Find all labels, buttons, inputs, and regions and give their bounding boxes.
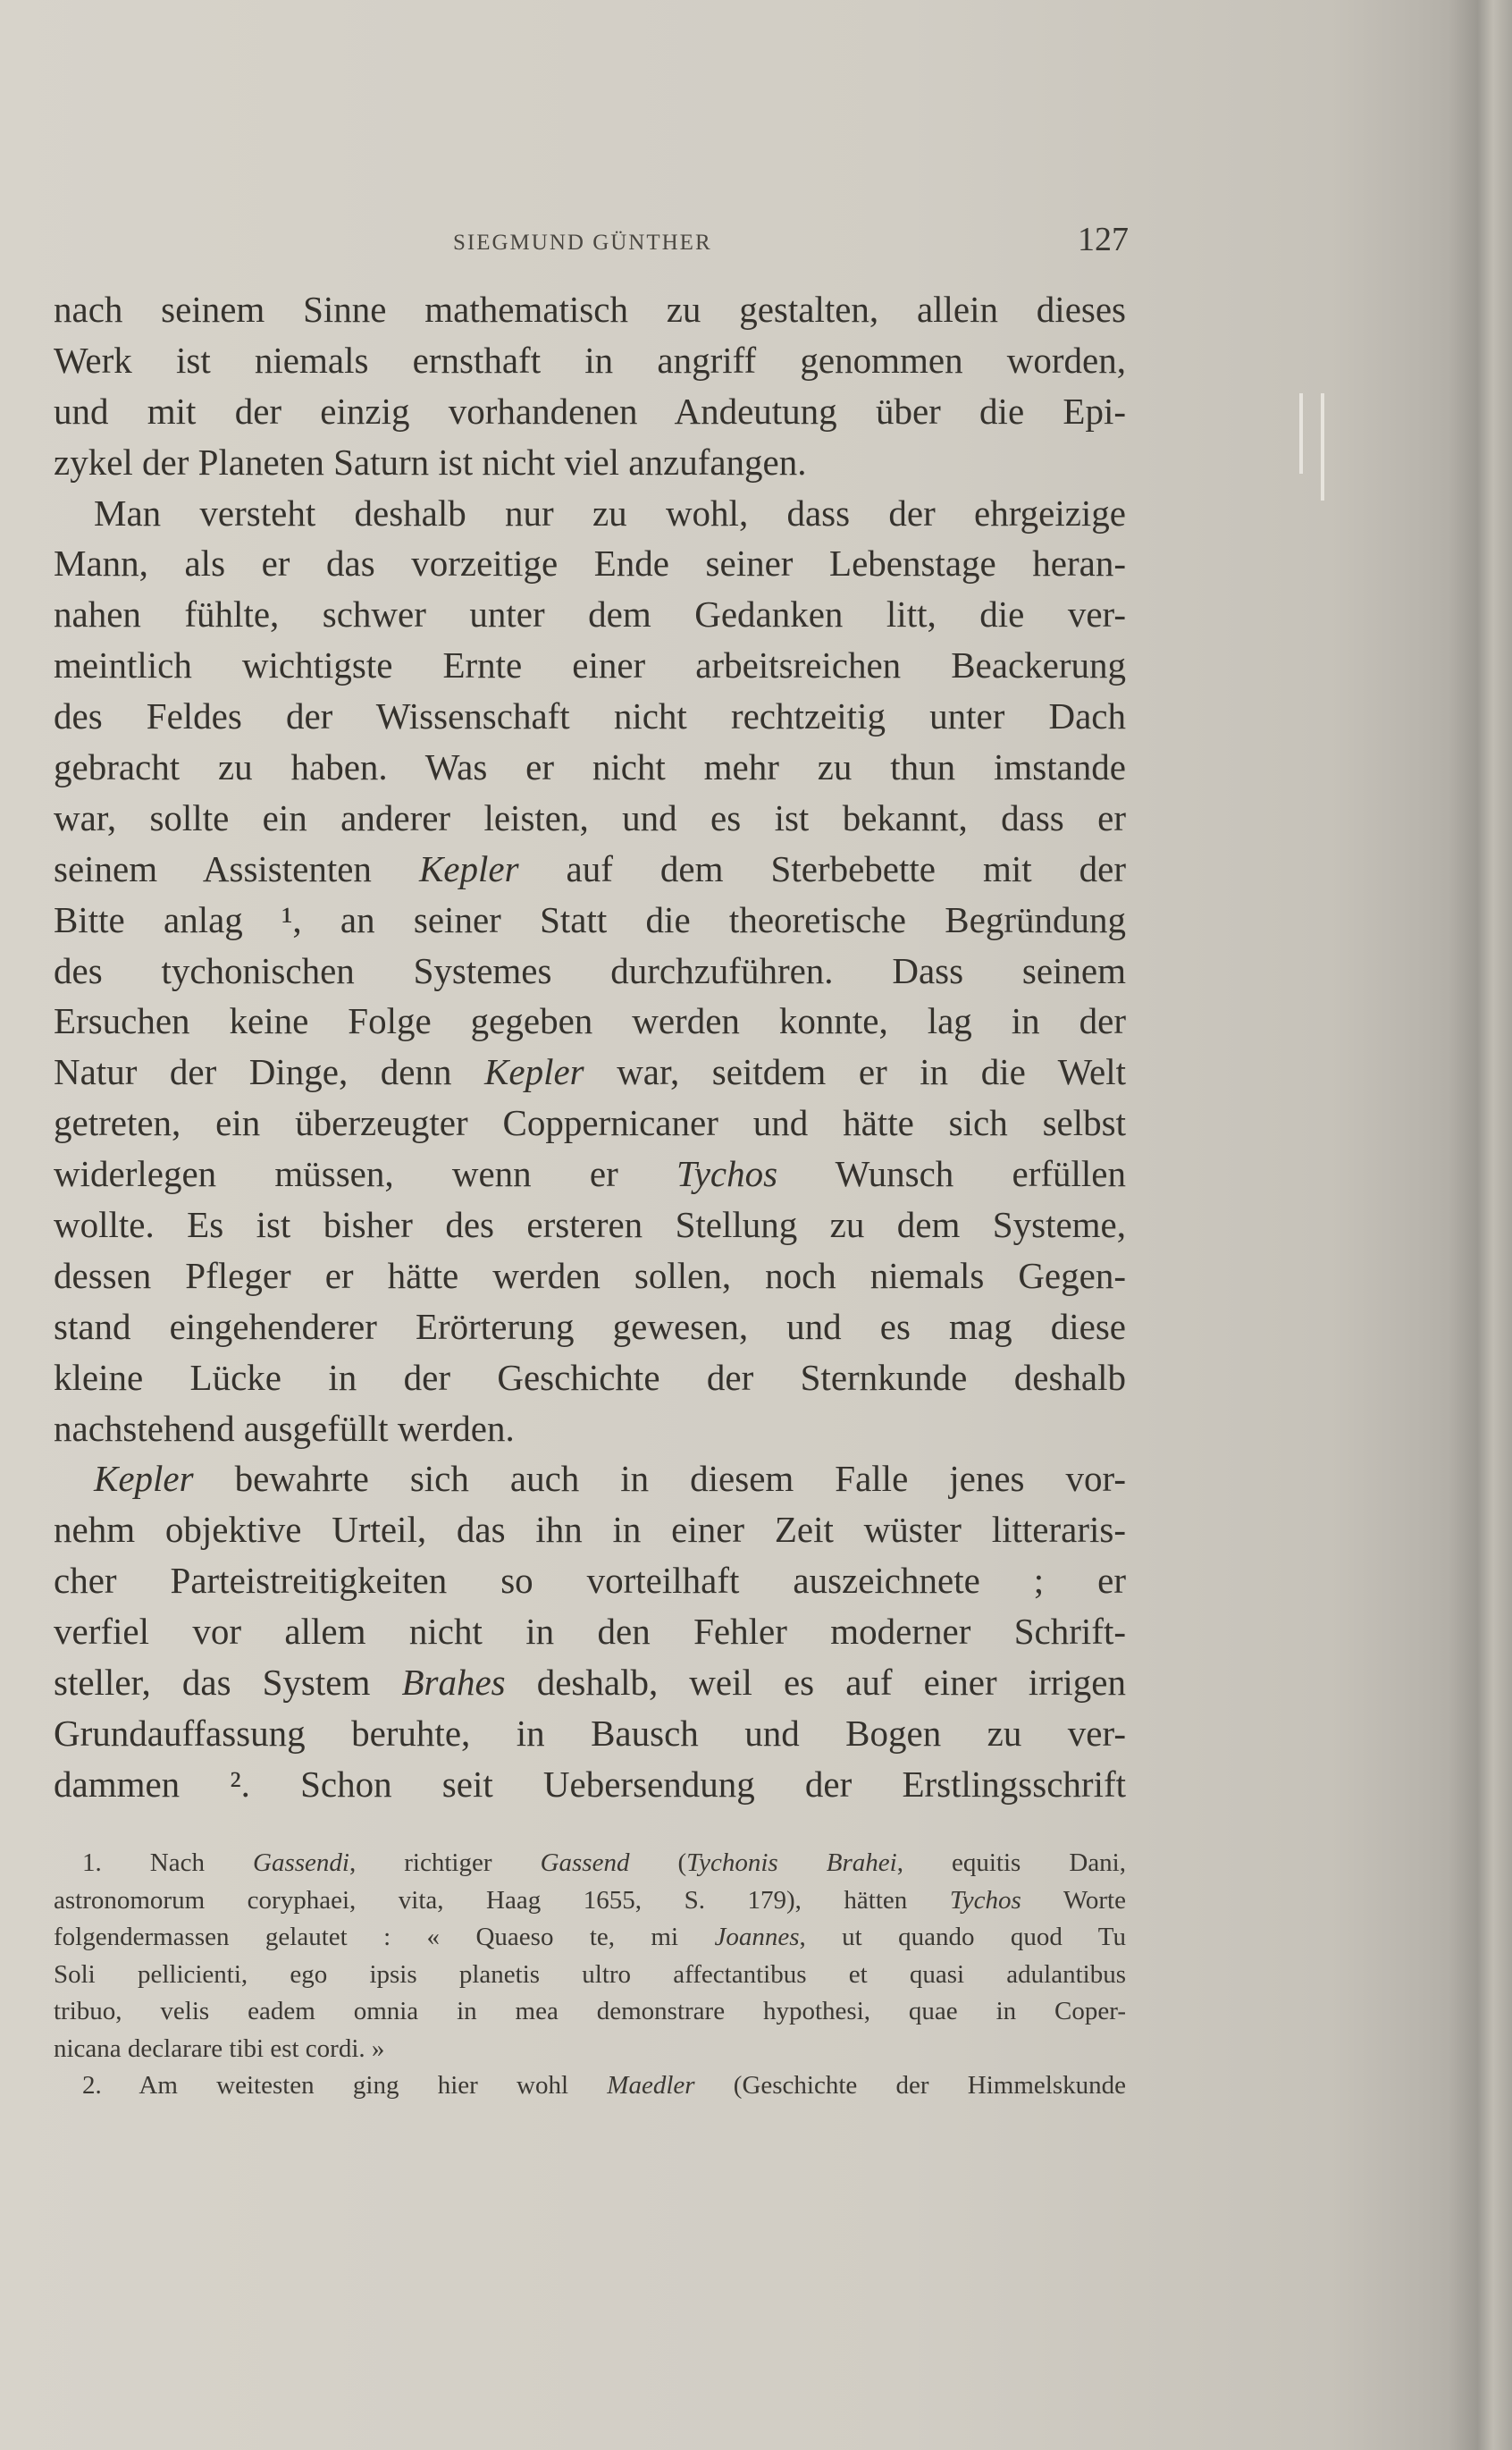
footnote-line: nicana declarare tibi est cordi. » [54,2033,385,2063]
text-line: des tychonischen Systemes durchzuführen. Dass seinem [54,949,1126,991]
italic-name: Kepler [94,1458,194,1500]
footnote-line: 1. Nach Gassendi, richtiger Gassend (Tychonis Brahei, equitis Dani, [82,1848,1126,1877]
text-line: nachstehend ausgefüllt werden. [54,1407,515,1449]
italic-name: Gassendi [253,1848,349,1877]
text-line: Man versteht deshalb nur zu wohl, dass der ehrgeizige [94,492,1126,534]
text-line: nahen fühlte, schwer unter dem Gedanken litt, die ver- [54,594,1126,636]
footnote-line: folgendermassen gelautet : « Quaeso te, mi Joannes, ut quando quod Tu [54,1923,1126,1951]
scan-mark [1299,393,1303,474]
text-line: stand eingehenderer Erörterung gewesen, und es mag diese [54,1305,1126,1347]
footnotes [54,1845,1126,2105]
text-line: wollte. Es ist bisher des ersteren Stellung zu dem Systeme, [54,1204,1126,1246]
body-text [54,284,1126,1810]
footnote-line: tribuo, velis eadem omnia in mea demonstrare hypothesi, quae in Coper- [54,1997,1126,2025]
footnote-line: Soli pellicienti, ego ipsis planetis ultro affectantibus et quasi adulantibus [54,1959,1126,1989]
text-line: Kepler bewahrte sich auch in diesem Falle jenes vor- [94,1458,1126,1500]
text-line: zykel der Planeten Saturn ist nicht viel anzufangen. [54,441,807,483]
text-line: verfiel vor allem nicht in den Fehler moderner Schrift- [54,1611,1126,1653]
text-line: gebracht zu haben. Was er nicht mehr zu thun imstande [54,746,1126,788]
running-head: SIEGMUND GÜNTHER [453,231,712,255]
text-line: und mit der einzig vorhandenen Andeutung über die Epi- [54,390,1126,432]
text-line: dessen Pfleger er hätte werden sollen, noch niemals Gegen- [54,1254,1126,1296]
italic-name: Kepler [484,1051,584,1093]
italic-name: Tychos [676,1153,778,1195]
italic-name: Brahes [401,1662,506,1704]
text-line: widerlegen müssen, wenn er Tychos Wunsch erfüllen [54,1153,1127,1195]
italic-name: Kepler [418,847,519,889]
italic-name: Maedler [607,2071,695,2100]
italic-name: Joannes [714,1923,800,1951]
text-line: Mann, als er das vorzeitige Ende seiner Lebenstage heran- [54,543,1126,585]
text-line: Ersuchen keine Folge gegeben werden konnte, lag in der [54,1000,1126,1042]
text-line: nach seinem Sinne mathematisch zu gestalten, allein dieses [54,289,1126,330]
italic-name: Gassend [540,1848,630,1877]
text-line: cher Parteistreitigkeiten so vorteilhaft auszeichnete ; er [54,1560,1126,1602]
footnote-line: 2. Am weitesten ging hier wohl Maedler (Geschichte der Himmelskunde [82,2071,1127,2100]
text-line: steller, das System Brahes deshalb, weil es auf einer irrigen [54,1662,1126,1704]
text-line: getreten, ein überzeugter Coppernicaner und hätte sich selbst [54,1102,1126,1144]
page-header [54,221,1129,261]
text-line: kleine Lücke in der Geschichte der Sternkunde deshalb [54,1356,1126,1398]
text-line: Natur der Dinge, denn Kepler war, seitdem er in die Welt [54,1051,1126,1093]
text-line: Bitte anlag ¹, an seiner Statt die theoretische Begründung [54,898,1126,940]
text-line: Grundauffassung beruhte, in Bausch und Bogen zu ver- [54,1712,1126,1754]
text-line: des Feldes der Wissenschaft nicht rechtzeitig unter Dach [54,695,1126,737]
page-number: 127 [1078,221,1129,258]
text-line: seinem Assistenten Kepler auf dem Sterbebette mit der [54,847,1126,889]
italic-name: Tychos [949,1885,1021,1915]
italic-name: Tychonis Brahei [686,1848,897,1877]
scan-mark [1321,393,1324,501]
text-line: dammen ². Schon seit Uebersendung der Erstlingsschrift [54,1763,1126,1805]
text-line: nehm objektive Urteil, das ihn in einer Zeit wüster litteraris- [54,1509,1126,1551]
text-line: meintlich wichtigste Ernte einer arbeitsreichen Beackerung [54,644,1126,686]
footnote-line: astronomorum coryphaei, vita, Haag 1655, S. 179), hätten Tychos Worte [54,1885,1126,1915]
page-edge-shadow [1449,0,1512,2450]
text-line: Werk ist niemals ernsthaft in angriff genommen worden, [54,339,1126,381]
text-line: war, sollte ein anderer leisten, und es ist bekannt, dass er [54,796,1126,838]
